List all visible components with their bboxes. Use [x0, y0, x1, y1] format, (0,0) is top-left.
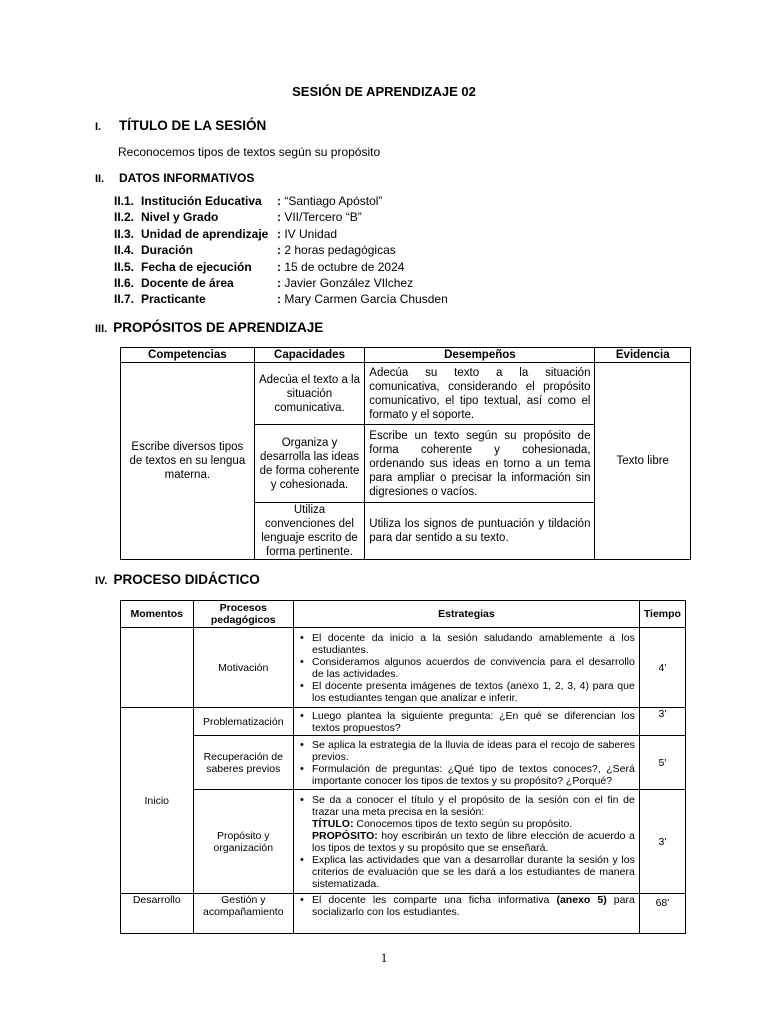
datos-code: II.3.: [114, 226, 135, 241]
datos-value: 15 de octubre de 2024: [284, 259, 405, 274]
list-item: • Explica las actividades que van a desarrollar durante la sesión y los criterios de evaluación que se les dará a los estudiantes de manera sistematizada.: [312, 854, 635, 890]
list-item: • Formulación de preguntas: ¿Qué tipo de textos conoces?, ¿Será importante conocer los tipos de textos y su propósito? ¿Porqué?: [312, 763, 635, 787]
header-competencias: Competencias: [121, 348, 255, 363]
list-item: [312, 894, 635, 918]
estrategias-list: [298, 894, 635, 918]
momento-cell: Inicio: [121, 708, 194, 894]
estrategias-cell: [294, 628, 640, 708]
momento-cell: Desarrollo: [121, 894, 194, 934]
header-evidencia: Evidencia: [595, 348, 691, 363]
datos-value: “Santiago Apóstol”: [284, 194, 383, 208]
list-item: [312, 794, 635, 854]
header-tiempo: Tiempo: [639, 601, 685, 628]
section-3-number: III.: [95, 323, 108, 335]
datos-colon: :: [277, 243, 285, 258]
table-header-row: [121, 601, 686, 628]
datos-code: II.2.: [114, 210, 135, 225]
datos-item: [114, 226, 448, 242]
proceso-cell: Recuperación de saberes previos: [193, 736, 294, 790]
section-1-number: I.: [95, 121, 102, 133]
datos-colon: :: [277, 292, 285, 307]
datos-colon: :: [277, 194, 285, 208]
evidencia-cell: Texto libre: [595, 363, 691, 560]
capacidad-cell: Organiza y desarrolla las ideas de forma coherente y cohesionada.: [254, 425, 365, 503]
estrategias-cell: [294, 736, 640, 790]
datos-code: II.7.: [114, 292, 135, 307]
datos-value: Mary Carmen García Chusden: [284, 292, 448, 307]
table-row: [121, 628, 686, 708]
section-2-title: DATOS INFORMATIVOS: [119, 171, 255, 185]
list-item: • El docente da inicio a la sesión saludando amablemente a los estudiantes.: [312, 632, 635, 656]
list-item: • Se aplica la estrategia de la lluvia de ideas para el recojo de saberes previos.: [312, 739, 635, 763]
table-row: [121, 708, 686, 736]
datos-value: Javier González VIlchez: [284, 275, 414, 290]
estrategias-cell: [294, 894, 640, 934]
proceso-didactico-table: [120, 600, 686, 934]
datos-colon: :: [277, 226, 285, 241]
datos-item: [114, 193, 448, 209]
tiempo-cell: 4': [639, 628, 685, 708]
list-item: • El docente presenta imágenes de textos (anexo 1, 2, 3, 4) para que los estudiantes tengan que analizar e inferir.: [312, 680, 635, 704]
proceso-cell: Problematización: [193, 708, 294, 736]
propositos-table: [120, 347, 691, 560]
estrategias-cell: [294, 790, 640, 894]
section-3-heading: [95, 320, 323, 335]
datos-code: II.6.: [114, 275, 135, 290]
datos-label: Fecha de ejecución: [141, 259, 252, 274]
datos-value: VII/Tercero “B”: [284, 210, 362, 225]
estrategias-list: [298, 710, 635, 734]
proposito-intro: Se da a conocer el título y el propósito de la sesión con el fin de trazar una meta precisa en la sesión:: [312, 793, 635, 818]
datos-code: II.4.: [114, 243, 135, 258]
proceso-cell: Propósito y organización: [193, 790, 294, 894]
datos-item: [114, 291, 448, 307]
datos-colon: :: [277, 210, 285, 225]
desempeno-cell: Adecúa su texto a la situación comunicativa, considerando el propósito comunicativo, el tipo textual, así como el formato y el soporte.: [365, 363, 595, 425]
estrategias-cell: [294, 708, 640, 736]
datos-item: [114, 209, 448, 225]
session-topic: Reconocemos tipos de textos según su propósito: [118, 145, 381, 159]
datos-value: IV Unidad: [284, 226, 338, 241]
estrategias-list: [298, 632, 635, 704]
datos-informativos-list: [114, 193, 448, 308]
datos-label: Nivel y Grado: [141, 210, 219, 225]
section-1-heading: [95, 118, 266, 133]
capacidad-cell: Adecúa el texto a la situación comunicativa.: [254, 363, 365, 425]
section-1-title: TÍTULO DE LA SESIÓN: [119, 118, 267, 133]
estrategias-list: [298, 794, 635, 890]
datos-label: Unidad de aprendizaje: [141, 226, 269, 241]
proceso-cell: Motivación: [193, 628, 294, 708]
gestion-anexo: (anexo 5): [556, 894, 607, 906]
section-4-title: PROCESO DIDÁCTICO: [113, 572, 260, 587]
session-title: SESIÓN DE APRENDIZAJE 02: [292, 84, 476, 99]
competencia-cell: Escribe diversos tipos de textos en su lengua materna.: [121, 363, 255, 560]
table-row: [121, 736, 686, 790]
section-4-heading: [95, 572, 260, 587]
list-item: • Luego plantea la siguiente pregunta: ¿En qué se diferencian los textos propuestos?: [312, 710, 635, 734]
datos-item: [114, 242, 448, 258]
header-momentos: Momentos: [121, 601, 194, 628]
estrategias-list: [298, 739, 635, 787]
datos-code: II.5.: [114, 259, 135, 274]
tiempo-cell: 5': [639, 736, 685, 790]
tiempo-cell: 3': [639, 708, 685, 736]
datos-code: II.1.: [114, 194, 135, 208]
proposito-text: hoy escribirán un texto de libre elección de acuerdo a los tipos de textos y su propósito que se enseñará.: [312, 829, 635, 854]
titulo-label: TÍTULO:: [312, 817, 354, 830]
desempeno-cell: Utiliza los signos de puntuación y tildación para dar sentido a su texto.: [365, 503, 595, 560]
header-estrategias: Estrategias: [294, 601, 640, 628]
datos-colon: :: [277, 275, 285, 290]
datos-colon: :: [277, 259, 285, 274]
tiempo-cell: 3': [639, 790, 685, 894]
table-header-row: [121, 348, 691, 363]
datos-item: [114, 259, 448, 275]
table-row: [121, 363, 691, 425]
momento-empty-cell: [121, 628, 194, 708]
section-2-number: II.: [95, 173, 105, 185]
capacidad-cell: Utiliza convenciones del lenguaje escrito de forma pertinente.: [254, 503, 365, 560]
datos-label: Docente de área: [141, 275, 234, 290]
tiempo-cell: 68': [639, 894, 685, 934]
header-capacidades: Capacidades: [254, 348, 365, 363]
page-number: 1: [380, 950, 388, 965]
proceso-cell: Gestión y acompañamiento: [193, 894, 294, 934]
datos-label: Institución Educativa: [141, 194, 262, 208]
section-3-title: PROPÓSITOS DE APRENDIZAJE: [113, 320, 324, 335]
table-row: [121, 790, 686, 894]
datos-item: [114, 275, 448, 291]
datos-label: Duración: [141, 243, 194, 258]
gestion-text-after: para socializarlo con los estudiantes.: [312, 894, 635, 918]
header-desempenos: Desempeños: [365, 348, 595, 363]
desempeno-cell: Escribe un texto según su propósito de forma coherente y cohesionada, ordenando sus ideas en torno a un tema para ampliar o precisar la información sin digresiones o vacíos.: [365, 425, 595, 503]
section-2-heading: [95, 171, 254, 185]
datos-label: Practicante: [141, 292, 206, 307]
header-procesos: Procesos pedagógicos: [193, 601, 294, 628]
datos-value: 2 horas pedagógicas: [284, 243, 396, 258]
gestion-text-before: El docente les comparte una ficha informativa: [312, 894, 557, 906]
section-4-number: IV.: [95, 575, 108, 587]
list-item: • Consideramos algunos acuerdos de convivencia para el desarrollo de las actividades.: [312, 656, 635, 680]
proposito-label: PROPÓSITO:: [312, 829, 378, 842]
titulo-text: Conocemos tipos de texto según su propósito.: [353, 817, 573, 830]
table-row: [121, 894, 686, 934]
